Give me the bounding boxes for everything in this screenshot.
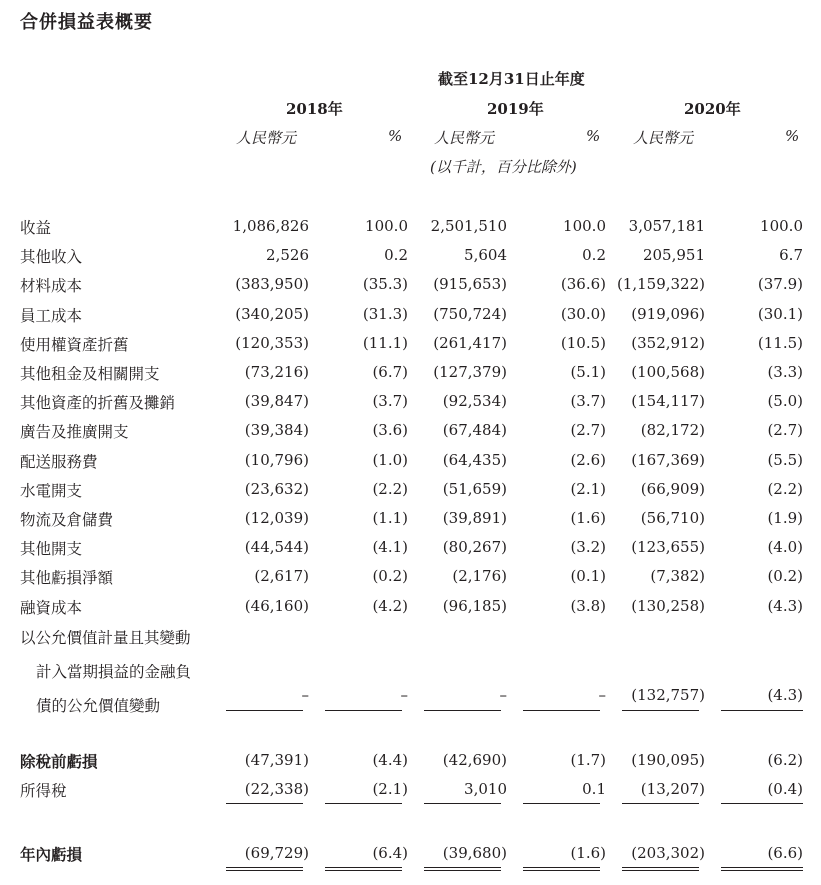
row-label: 配送服務費	[20, 452, 98, 471]
cell-pct-2020: (4.3)	[767, 596, 803, 615]
cell-rmb-2018: (10,796)	[244, 450, 309, 469]
cell-pct-2018: 0.2	[384, 246, 408, 265]
row-label: 其他開支	[20, 540, 83, 559]
cell-pct-2018: (4.2)	[372, 596, 408, 615]
row-label: 除稅前虧損	[20, 752, 98, 771]
cell-pct-2019: (30.0)	[560, 304, 606, 323]
cell-rmb-2019: (750,724)	[433, 304, 507, 323]
cell-pct-2020: (6.2)	[767, 751, 803, 769]
cell-rmb-2019: (67,484)	[442, 421, 507, 440]
row-label-line: 債的公允價值變動	[36, 697, 161, 715]
cell-rmb-2019: (42,690)	[442, 751, 507, 769]
cell-rmb-2019: 2,501,510	[430, 217, 507, 235]
subtotal-rule	[325, 803, 402, 804]
cell-pct-2020: (1.9)	[767, 509, 803, 527]
cell-rmb-2019: (39,680)	[442, 844, 507, 862]
cell-rmb-2020: (123,655)	[631, 538, 705, 557]
cell-rmb-2018: (39,847)	[244, 392, 309, 411]
cell-rmb-2019: (261,417)	[433, 333, 507, 352]
cell-rmb-2018: (47,391)	[244, 751, 309, 769]
unit-pct-2020: %	[785, 127, 800, 145]
cell-rmb-2019: (80,267)	[442, 538, 507, 557]
cell-pct-2020: 100.0	[760, 217, 803, 235]
subtotal-rule	[523, 710, 600, 711]
cell-rmb-2020: (190,095)	[631, 751, 705, 769]
cell-rmb-2019: (92,534)	[442, 392, 507, 411]
year-2020-header: 2020年	[684, 100, 741, 118]
subtotal-rule	[622, 803, 699, 804]
cell-rmb-2018: (383,950)	[235, 275, 309, 294]
cell-pct-2018: (0.2)	[372, 567, 408, 586]
cell-rmb-2020: (130,258)	[631, 596, 705, 615]
cell-pct-2019: (1.6)	[570, 844, 606, 862]
cell-rmb-2020: (1,159,322)	[616, 275, 705, 294]
cell-pct-2018: (31.3)	[362, 304, 408, 323]
cell-pct-2019: (3.7)	[570, 392, 606, 411]
row-label: 水電開支	[20, 481, 83, 500]
cell-pct-2020: (5.0)	[767, 392, 803, 411]
row-label: 融資成本	[20, 598, 83, 617]
row-label: 所得稅	[20, 782, 67, 800]
subtotal-rule	[226, 710, 303, 711]
cell-pct-2018: (1.0)	[372, 450, 408, 469]
unit-pct-2018: %	[388, 127, 403, 145]
cell-pct-2020: (3.3)	[767, 363, 803, 381]
cell-rmb-2019: (127,379)	[433, 363, 507, 381]
cell-rmb-2020: (352,912)	[631, 333, 705, 352]
cell-pct-2019: (2.7)	[570, 421, 606, 440]
cell-rmb-2020: (82,172)	[640, 421, 705, 440]
cell-pct-2020: (4.0)	[767, 538, 803, 557]
cell-pct-2019: (1.7)	[570, 751, 606, 769]
row-label: 收益	[20, 219, 52, 237]
row-label: 材料成本	[20, 277, 83, 296]
cell-pct-2020: 6.7	[779, 246, 803, 265]
cell-pct-2018: (4.1)	[372, 538, 408, 557]
total-double-rule	[325, 867, 402, 871]
cell-rmb-2020: (167,369)	[631, 450, 705, 469]
cell-rmb-2019: 3,010	[464, 780, 507, 798]
total-double-rule	[523, 867, 600, 871]
cell-rmb-2020: 205,951	[642, 246, 705, 265]
cell-pct-2018: 100.0	[365, 217, 408, 235]
cell-pct-2019: (0.1)	[570, 567, 606, 586]
cell-pct-2018: (2.2)	[372, 479, 408, 498]
cell-pct-2020: (0.2)	[767, 567, 803, 586]
cell-rmb-2018: (120,353)	[235, 333, 309, 352]
total-double-rule	[622, 867, 699, 871]
cell-rmb-2018: –	[301, 686, 309, 704]
cell-pct-2020: (11.5)	[757, 333, 803, 352]
year-2018-header: 2018年	[286, 100, 343, 118]
cell-rmb-2020: (154,117)	[631, 392, 705, 411]
subtotal-rule	[523, 803, 600, 804]
cell-pct-2019: (3.8)	[570, 596, 606, 615]
cell-rmb-2020: (7,382)	[650, 567, 705, 586]
subtotal-rule	[622, 710, 699, 711]
row-label: 年內虧損	[20, 845, 83, 864]
unit-rmb-2020: 人民幣元	[633, 129, 694, 147]
cell-rmb-2020: 3,057,181	[628, 217, 705, 235]
cell-pct-2019: 0.2	[582, 246, 606, 265]
subtotal-rule	[226, 803, 303, 804]
cell-pct-2018: (1.1)	[372, 509, 408, 527]
cell-pct-2018: –	[400, 686, 408, 704]
cell-rmb-2019: –	[499, 686, 507, 704]
cell-pct-2019: (2.6)	[570, 450, 606, 469]
cell-pct-2019: 0.1	[582, 780, 606, 798]
cell-rmb-2020: (132,757)	[631, 686, 705, 704]
cell-pct-2020: (2.2)	[767, 479, 803, 498]
cell-rmb-2018: 2,526	[266, 246, 309, 265]
year-2019-header: 2019年	[487, 100, 544, 118]
cell-rmb-2018: (23,632)	[244, 479, 309, 498]
period-header: 截至12月31日止年度	[438, 70, 585, 88]
cell-rmb-2020: (100,568)	[631, 363, 705, 381]
cell-pct-2018: (3.7)	[372, 392, 408, 411]
cell-pct-2018: (6.7)	[372, 363, 408, 381]
unit-rmb-2018: 人民幣元	[236, 129, 297, 147]
row-label: 使用權資產折舊	[20, 335, 129, 354]
cell-pct-2020: (2.7)	[767, 421, 803, 440]
unit-note: (以千計，百分比除外)	[430, 158, 577, 176]
cell-rmb-2018: 1,086,826	[232, 217, 309, 235]
cell-pct-2019: –	[598, 686, 606, 704]
cell-rmb-2018: (340,205)	[235, 304, 309, 323]
cell-rmb-2018: (2,617)	[254, 567, 309, 586]
cell-rmb-2019: (39,891)	[442, 509, 507, 527]
unit-rmb-2019: 人民幣元	[434, 129, 495, 147]
cell-pct-2019: (3.2)	[570, 538, 606, 557]
cell-rmb-2019: (51,659)	[442, 479, 507, 498]
row-label-line: 以公允價值計量且其變動	[20, 629, 191, 647]
subtotal-rule	[721, 710, 803, 711]
cell-rmb-2018: (39,384)	[244, 421, 309, 440]
row-label: 物流及倉儲費	[20, 511, 114, 529]
subtotal-rule	[424, 710, 501, 711]
cell-pct-2020: (37.9)	[757, 275, 803, 294]
page-title: 合併損益表概要	[20, 12, 153, 33]
row-label: 其他資產的折舊及攤銷	[20, 394, 176, 413]
cell-pct-2020: (30.1)	[757, 304, 803, 323]
cell-pct-2018: (4.4)	[372, 751, 408, 769]
cell-rmb-2020: (56,710)	[640, 509, 705, 527]
cell-rmb-2019: (96,185)	[442, 596, 507, 615]
cell-rmb-2020: (66,909)	[640, 479, 705, 498]
cell-pct-2018: (6.4)	[372, 844, 408, 862]
row-label: 廣告及推廣開支	[20, 423, 129, 442]
cell-rmb-2019: (2,176)	[452, 567, 507, 586]
row-label: 其他收入	[20, 248, 83, 267]
cell-rmb-2018: (22,338)	[244, 780, 309, 798]
subtotal-rule	[424, 803, 501, 804]
row-label-line: 計入當期損益的金融負	[36, 663, 192, 681]
cell-pct-2019: 100.0	[563, 217, 606, 235]
total-double-rule	[424, 867, 501, 871]
cell-rmb-2018: (69,729)	[244, 844, 309, 862]
cell-pct-2020: (6.6)	[767, 844, 803, 862]
cell-rmb-2018: (46,160)	[244, 596, 309, 615]
cell-rmb-2020: (203,302)	[631, 844, 705, 862]
cell-pct-2020: (5.5)	[767, 450, 803, 469]
cell-rmb-2019: (915,653)	[433, 275, 507, 294]
cell-rmb-2018: (73,216)	[244, 363, 309, 381]
row-label: 其他虧損淨額	[20, 569, 114, 588]
cell-rmb-2018: (44,544)	[244, 538, 309, 557]
cell-pct-2019: (1.6)	[570, 509, 606, 527]
total-double-rule	[226, 867, 303, 871]
cell-pct-2018: (11.1)	[362, 333, 408, 352]
cell-pct-2020: (0.4)	[767, 780, 803, 798]
cell-pct-2019: (10.5)	[560, 333, 606, 352]
cell-rmb-2019: 5,604	[464, 246, 507, 265]
cell-rmb-2020: (919,096)	[631, 304, 705, 323]
subtotal-rule	[325, 710, 402, 711]
cell-rmb-2020: (13,207)	[640, 780, 705, 798]
total-double-rule	[721, 867, 803, 871]
cell-pct-2020: (4.3)	[767, 686, 803, 704]
row-label: 其他租金及相關開支	[20, 365, 160, 383]
row-label: 員工成本	[20, 306, 83, 325]
cell-rmb-2018: (12,039)	[244, 509, 309, 527]
cell-pct-2018: (2.1)	[372, 780, 408, 798]
subtotal-rule	[721, 803, 803, 804]
cell-rmb-2019: (64,435)	[442, 450, 507, 469]
cell-pct-2019: (5.1)	[570, 363, 606, 381]
cell-pct-2019: (36.6)	[560, 275, 606, 294]
cell-pct-2019: (2.1)	[570, 479, 606, 498]
cell-pct-2018: (35.3)	[362, 275, 408, 294]
cell-pct-2018: (3.6)	[372, 421, 408, 440]
unit-pct-2019: %	[586, 127, 601, 145]
